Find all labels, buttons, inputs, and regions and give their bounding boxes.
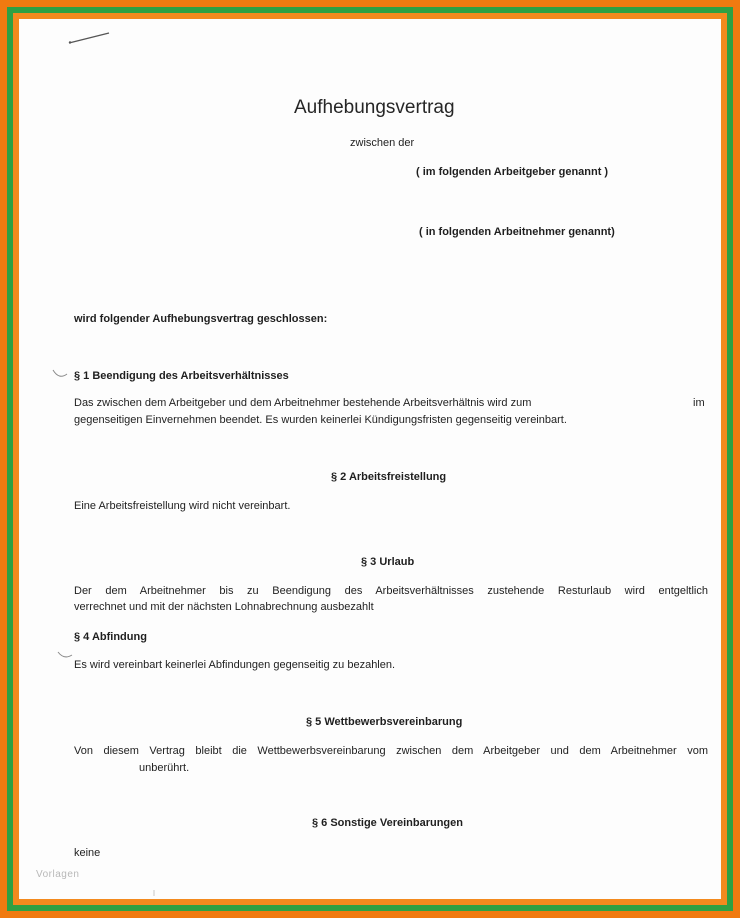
section-4-heading: § 4 Abfindung — [74, 631, 147, 643]
section-5-heading: § 5 Wettbewerbsvereinbarung — [306, 716, 463, 728]
scan-artifact-curve — [52, 368, 68, 380]
watermark-text: Vorlagen — [36, 869, 80, 880]
section-3-heading: § 3 Urlaub — [361, 556, 415, 568]
employer-note: ( im folgenden Arbeitgeber genannt ) — [416, 166, 609, 178]
section-4-line-1: Es wird vereinbart keinerlei Abfindungen gegenseitig zu bezahlen. — [74, 659, 396, 671]
scan-artifact-curve — [57, 651, 73, 661]
pen-stroke-mark — [67, 30, 113, 46]
employee-note: ( in folgenden Arbeitnehmer genannt) — [419, 226, 615, 238]
section-6-line-1: keine — [74, 847, 101, 859]
intro-text: wird folgender Aufhebungsvertrag geschlossen: — [74, 313, 328, 325]
between-text: zwischen der — [350, 137, 415, 149]
section-2-heading: § 2 Arbeitsfreistellung — [331, 471, 447, 483]
section-3-line-1: Der dem Arbeitnehmer bis zu Beendigung des Arbeitsverhältnisses zustehende Resturlaub wird entgeltlich — [74, 585, 708, 597]
section-1-heading: § 1 Beendigung des Arbeitsverhältnisses — [74, 370, 289, 382]
section-1-line-1: Das zwischen dem Arbeitgeber und dem Arbeitnehmer bestehende Arbeitsverhältnis wird zum — [74, 397, 532, 409]
section-5-line-2: unberührt. — [139, 762, 190, 774]
section-6-heading: § 6 Sonstige Vereinbarungen — [312, 817, 463, 829]
document-page — [19, 19, 721, 899]
section-1-line-2: gegenseitigen Einvernehmen beendet. Es wurden keinerlei Kündigungsfristen gegenseitig vereinbart. — [74, 414, 567, 426]
section-5-line-1: Von diesem Vertrag bleibt die Wettbewerbsvereinbarung zwischen dem Arbeitgeber und dem Arbeitnehmer vom — [74, 745, 708, 757]
section-2-line-1: Eine Arbeitsfreistellung wird nicht vereinbart. — [74, 500, 291, 512]
scan-artifact-dot — [151, 889, 157, 897]
document-title: Aufhebungsvertrag — [294, 97, 455, 118]
section-1-line-1-end: im — [693, 397, 705, 409]
section-3-line-2: verrechnet und mit der nächsten Lohnabrechnung ausbezahlt — [74, 601, 374, 613]
